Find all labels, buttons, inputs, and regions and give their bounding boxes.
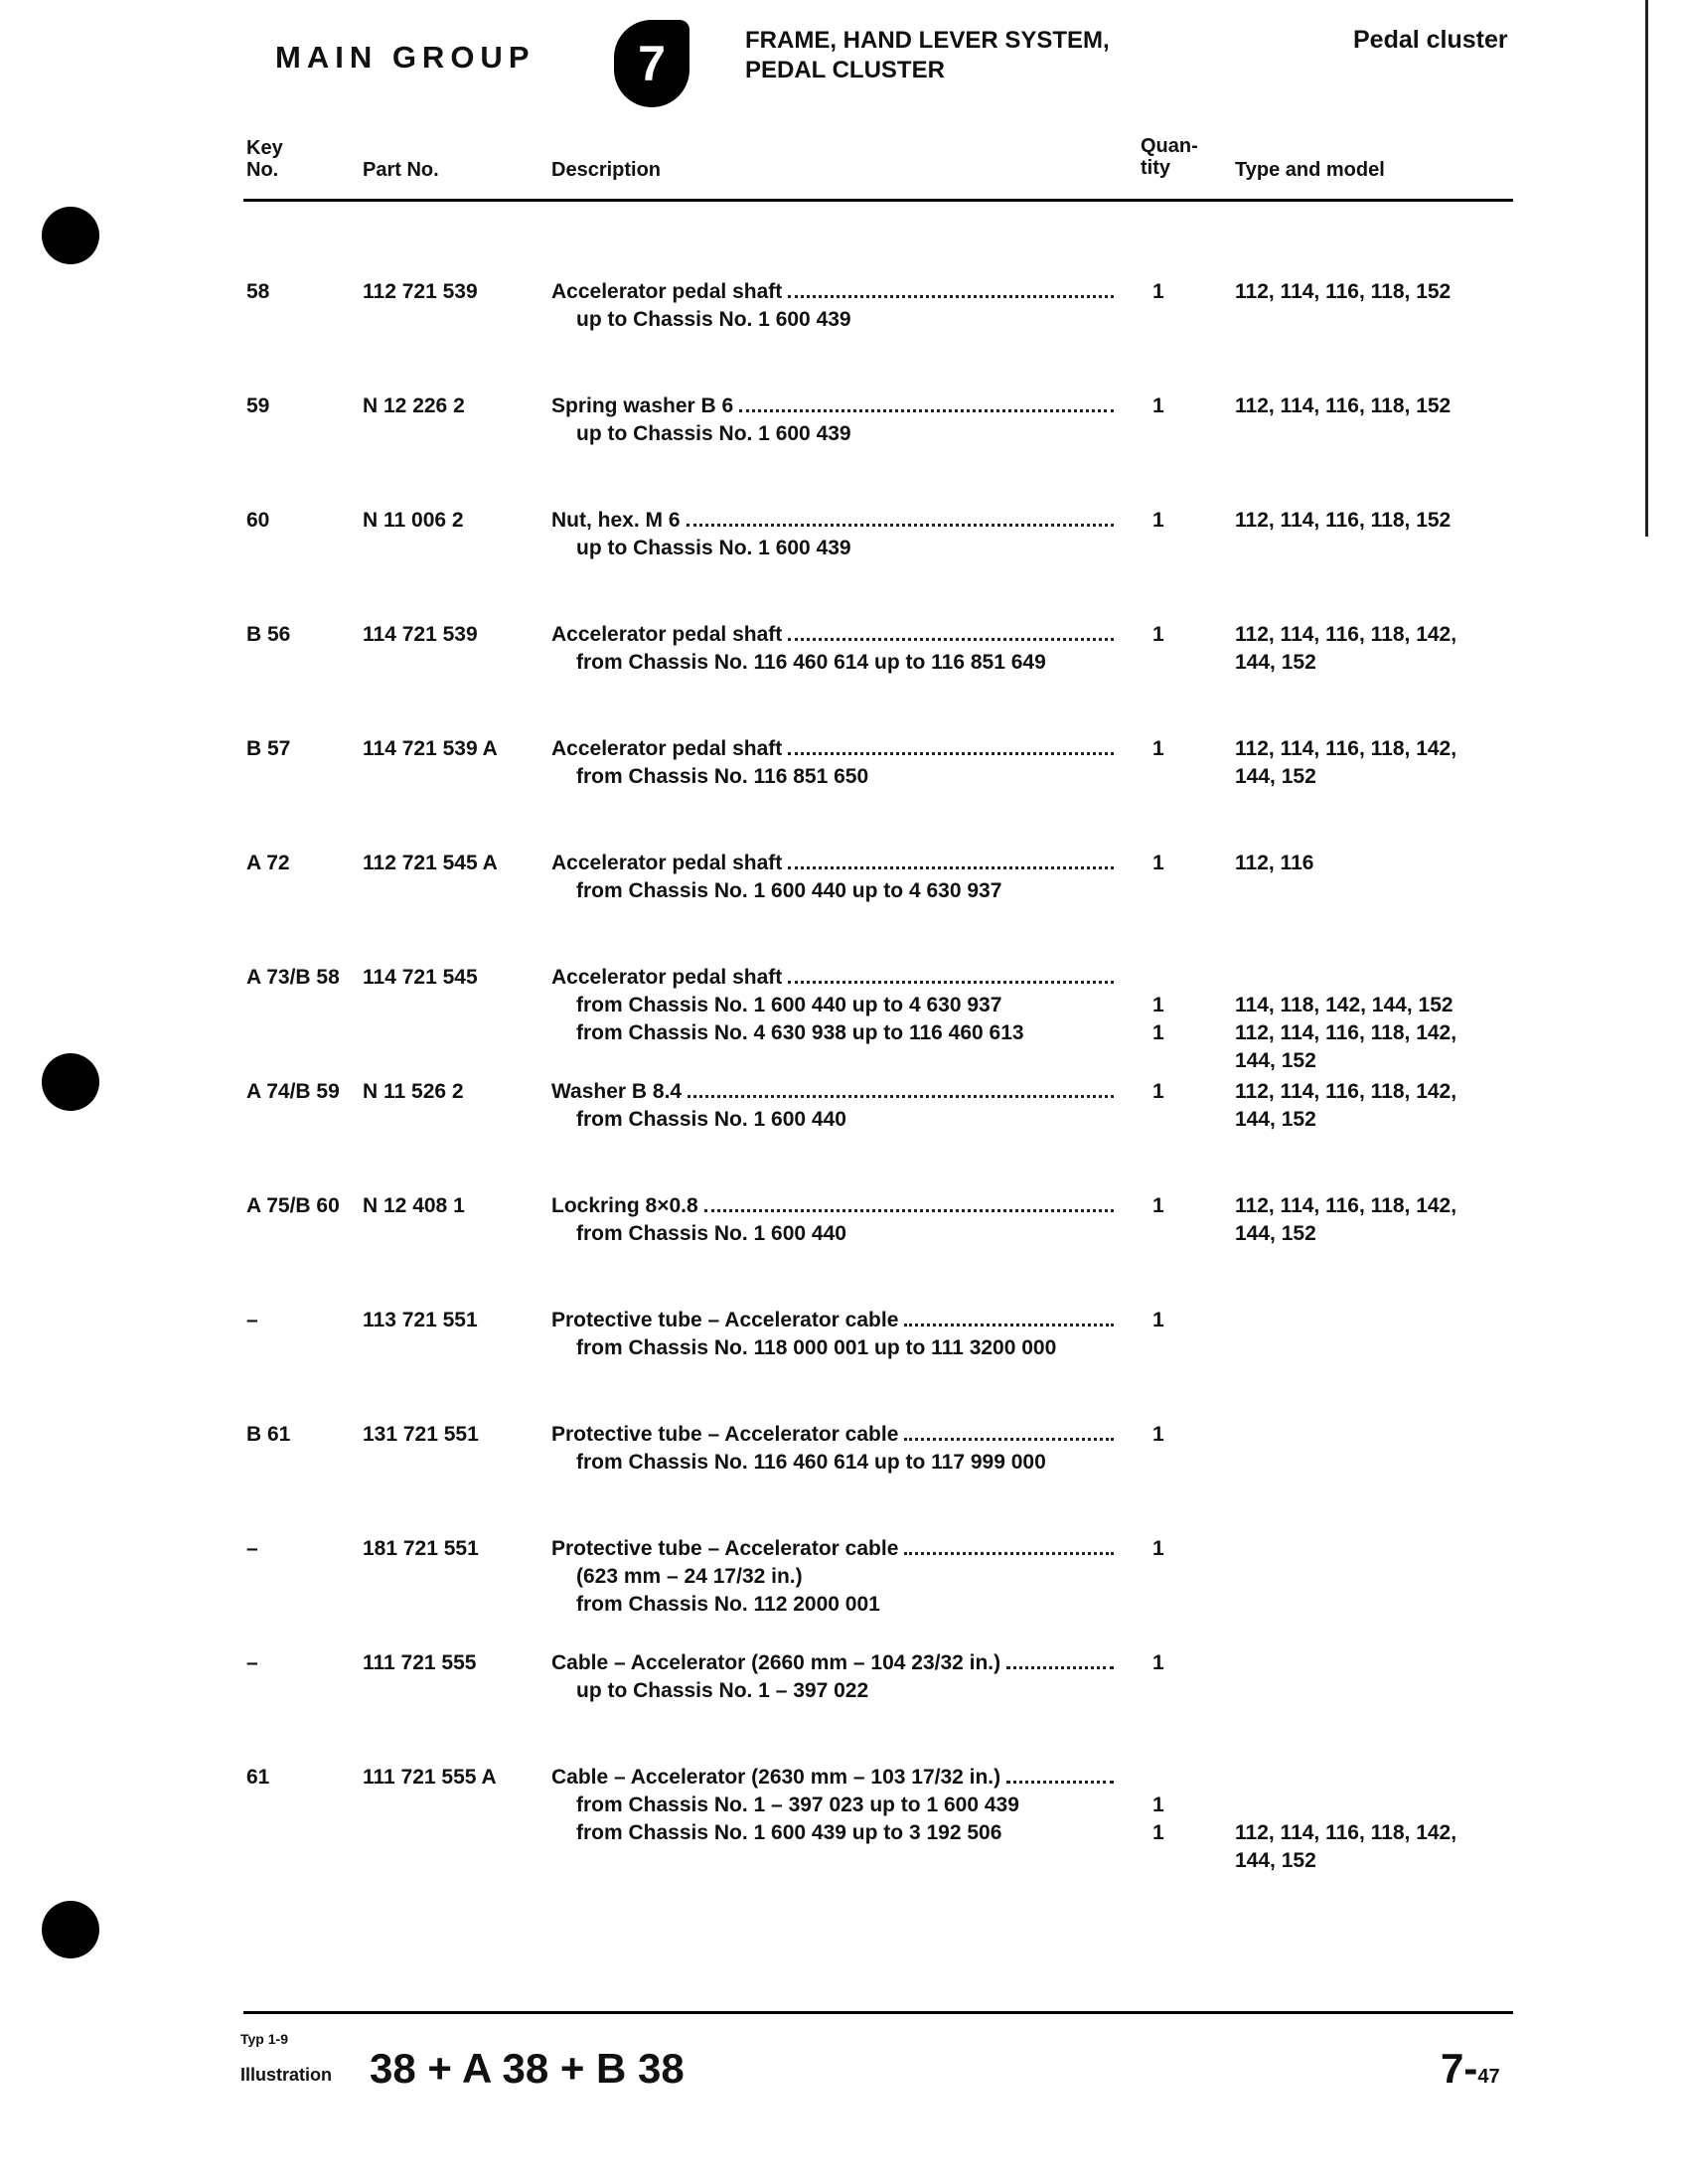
description-text: Accelerator pedal shaft (551, 852, 783, 874)
col-header-quantity-line2: tity (1141, 157, 1170, 179)
model-value: 144, 152 (1235, 651, 1316, 674)
footer-rule (243, 2011, 1513, 2014)
description-main (551, 1649, 1118, 1677)
type-and-model (1235, 735, 1493, 791)
description (551, 850, 1118, 905)
description-main (551, 1192, 1118, 1220)
quantity (1152, 850, 1164, 877)
model-value: 112, 114, 116, 118, 142, (1235, 737, 1457, 760)
col-header-description: Description (551, 159, 662, 181)
type-and-model (1235, 1764, 1493, 1875)
dot-leader (687, 507, 1114, 527)
part-number: N 12 226 2 (363, 394, 465, 417)
part-number: 112 721 545 A (363, 852, 498, 874)
description (551, 964, 1118, 1047)
type-and-model (1235, 621, 1493, 677)
description-main (551, 964, 1118, 992)
description-main (551, 278, 1118, 306)
dot-leader (788, 278, 1114, 298)
key-number: B 57 (246, 737, 291, 760)
part-number: N 12 408 1 (363, 1194, 465, 1217)
type-and-model (1235, 392, 1493, 420)
group-number-badge: 7 (614, 20, 689, 107)
col-header-key-line2: No. (246, 159, 279, 181)
binder-hole-middle (42, 1053, 99, 1111)
quantity-value: 1 (1152, 1309, 1164, 1331)
model-value: 112, 114, 116, 118, 142, (1235, 1021, 1457, 1044)
quantity-value: 1 (1152, 737, 1164, 760)
description-main (551, 1078, 1118, 1106)
description-detail: from Chassis No. 1 600 440 (576, 1222, 846, 1245)
description (551, 1764, 1118, 1847)
description-text: Protective tube – Accelerator cable (551, 1309, 899, 1331)
quantity (1152, 1192, 1164, 1220)
model-value: 144, 152 (1235, 765, 1316, 788)
description-main (551, 1307, 1118, 1334)
type-and-model (1235, 850, 1493, 877)
col-header-key-line1: Key (246, 137, 283, 159)
model-value: 112, 114, 116, 118, 142, (1235, 1821, 1457, 1844)
description-detail: from Chassis No. 112 2000 001 (576, 1593, 880, 1616)
dot-leader (788, 621, 1114, 641)
section-title: Pedal cluster (1353, 26, 1508, 54)
description-detail: from Chassis No. 118 000 001 up to 111 3200 000 (576, 1336, 1057, 1359)
description-text: Protective tube – Accelerator cable (551, 1537, 899, 1560)
quantity-value: 1 (1152, 1194, 1164, 1217)
description (551, 1078, 1118, 1134)
type-and-model (1235, 1078, 1493, 1134)
model-value: 112, 114, 116, 118, 142, (1235, 1194, 1457, 1217)
main-group-label: MAIN GROUP (275, 40, 536, 75)
quantity-value: 1 (1152, 1423, 1164, 1446)
part-number: 111 721 555 A (363, 1766, 497, 1789)
key-number: A 75/B 60 (246, 1194, 340, 1217)
model-value: 144, 152 (1235, 1108, 1316, 1131)
dot-leader (904, 1307, 1114, 1326)
description-main (551, 1421, 1118, 1449)
dot-leader (788, 735, 1114, 755)
description-text: Nut, hex. M 6 (551, 509, 681, 532)
key-number: – (246, 1537, 258, 1560)
binder-hole-bottom (42, 1901, 99, 1958)
quantity (1152, 735, 1164, 763)
quantity-value: 1 (1152, 623, 1164, 646)
page-number-main: 7- (1441, 2045, 1478, 2092)
quantity-value: 1 (1152, 1537, 1164, 1560)
quantity-value: 1 (1152, 994, 1164, 1016)
dot-leader (904, 1421, 1114, 1441)
quantity (1152, 278, 1164, 306)
dot-leader (1006, 1764, 1114, 1784)
dot-leader (788, 850, 1114, 869)
model-value: 112, 114, 116, 118, 152 (1235, 280, 1452, 303)
model-value: 112, 114, 116, 118, 142, (1235, 1080, 1457, 1103)
quantity-value: 1 (1152, 509, 1164, 532)
quantity-value: 1 (1152, 1651, 1164, 1674)
quantity-value: 1 (1152, 1021, 1164, 1044)
description (551, 1535, 1118, 1619)
page-number (1441, 2045, 1500, 2093)
description-main (551, 1535, 1118, 1563)
model-value: 144, 152 (1235, 1049, 1316, 1072)
model-value (1235, 1764, 1493, 1792)
quantity (1152, 1649, 1164, 1677)
header-rule (243, 199, 1513, 202)
description-text: Spring washer B 6 (551, 394, 734, 417)
description-detail: from Chassis No. 1 – 397 023 up to 1 600 439 (576, 1794, 1019, 1816)
quantity (1152, 507, 1164, 535)
col-header-key (246, 137, 283, 181)
dot-leader (704, 1192, 1114, 1212)
col-header-quantity-line1: Quan- (1141, 135, 1198, 157)
description-detail: from Chassis No. 116 460 614 up to 117 999 000 (576, 1451, 1046, 1474)
description-text: Accelerator pedal shaft (551, 737, 783, 760)
illustration-label: Illustration (240, 2065, 333, 2085)
binder-hole-top (42, 207, 99, 264)
model-value (1235, 1792, 1493, 1819)
quantity-value: 1 (1152, 280, 1164, 303)
quantity (1152, 1764, 1164, 1847)
quantity (1152, 1421, 1164, 1449)
col-header-part: Part No. (363, 159, 439, 181)
description-detail: up to Chassis No. 1 – 397 022 (576, 1679, 869, 1702)
col-header-quantity (1141, 135, 1198, 179)
description-text: Lockring 8×0.8 (551, 1194, 698, 1217)
quantity (1152, 964, 1164, 1047)
description-detail: from Chassis No. 1 600 439 up to 3 192 506 (576, 1821, 1002, 1844)
key-number: 61 (246, 1766, 270, 1789)
model-value (1235, 964, 1493, 992)
description-text: Protective tube – Accelerator cable (551, 1423, 899, 1446)
quantity-value (1152, 964, 1164, 992)
description (551, 507, 1118, 562)
model-value: 144, 152 (1235, 1222, 1316, 1245)
description-detail: up to Chassis No. 1 600 439 (576, 422, 851, 445)
key-number: 60 (246, 509, 270, 532)
part-number: N 11 526 2 (363, 1080, 464, 1103)
description-detail: from Chassis No. 116 460 614 up to 116 851 649 (576, 651, 1046, 674)
quantity-value: 1 (1152, 394, 1164, 417)
description-text: Cable – Accelerator (2660 mm – 104 23/32 in.) (551, 1651, 1001, 1674)
dot-leader (688, 1078, 1114, 1098)
description (551, 278, 1118, 334)
dot-leader (788, 964, 1114, 984)
description-main (551, 735, 1118, 763)
description-text: Accelerator pedal shaft (551, 966, 783, 989)
part-number: 113 721 551 (363, 1309, 478, 1331)
title-line-2: PEDAL CLUSTER (745, 57, 945, 83)
part-number: 114 721 539 (363, 623, 478, 646)
type-code: Typ 1-9 (240, 2031, 288, 2047)
description (551, 392, 1118, 448)
model-value: 112, 114, 116, 118, 142, (1235, 623, 1457, 646)
description-main (551, 621, 1118, 649)
part-number: 131 721 551 (363, 1423, 479, 1446)
description-main (551, 850, 1118, 877)
model-value: 114, 118, 142, 144, 152 (1235, 994, 1454, 1016)
type-and-model (1235, 1192, 1493, 1248)
description-detail: from Chassis No. 1 600 440 up to 4 630 937 (576, 879, 1002, 902)
title-line-1: FRAME, HAND LEVER SYSTEM, (745, 27, 1110, 54)
description-main (551, 1764, 1118, 1792)
description (551, 621, 1118, 677)
model-value: 112, 116 (1235, 852, 1314, 874)
model-value: 112, 114, 116, 118, 152 (1235, 394, 1452, 417)
key-number: A 74/B 59 (246, 1080, 340, 1103)
description-main (551, 507, 1118, 535)
description (551, 1649, 1118, 1705)
quantity-value: 1 (1152, 1080, 1164, 1103)
part-number: 114 721 539 A (363, 737, 498, 760)
description-detail: from Chassis No. 4 630 938 up to 116 460 613 (576, 1021, 1024, 1044)
key-number: – (246, 1309, 258, 1331)
key-number: A 73/B 58 (246, 966, 340, 989)
key-number: 58 (246, 280, 270, 303)
quantity-value: 1 (1152, 852, 1164, 874)
key-number: B 61 (246, 1423, 291, 1446)
description-text: Accelerator pedal shaft (551, 280, 783, 303)
type-and-model (1235, 964, 1493, 1075)
description-detail: from Chassis No. 116 851 650 (576, 765, 869, 788)
type-and-model (1235, 507, 1493, 535)
illustration-number: 38 + A 38 + B 38 (370, 2045, 685, 2092)
key-number: A 72 (246, 852, 290, 874)
part-number: 114 721 545 (363, 966, 478, 989)
description (551, 1192, 1118, 1248)
quantity-value: 1 (1152, 1821, 1164, 1844)
key-number: – (246, 1651, 258, 1674)
dot-leader (1006, 1649, 1114, 1669)
type-and-model (1235, 278, 1493, 306)
page-edge-line (1645, 0, 1648, 537)
part-number: 181 721 551 (363, 1537, 479, 1560)
description (551, 1421, 1118, 1477)
description (551, 1307, 1118, 1362)
description-detail: from Chassis No. 1 600 440 (576, 1108, 846, 1131)
description-detail: up to Chassis No. 1 600 439 (576, 537, 851, 559)
description-main (551, 392, 1118, 420)
description-detail: up to Chassis No. 1 600 439 (576, 308, 851, 331)
quantity (1152, 1078, 1164, 1106)
col-header-model: Type and model (1235, 159, 1385, 181)
quantity-value: 1 (1152, 1794, 1164, 1816)
model-value: 112, 114, 116, 118, 152 (1235, 509, 1452, 532)
description-text: Cable – Accelerator (2630 mm – 103 17/32 in.) (551, 1766, 1001, 1789)
key-number: 59 (246, 394, 270, 417)
part-number: 111 721 555 (363, 1651, 477, 1674)
quantity (1152, 621, 1164, 649)
page-number-sub: 47 (1477, 2066, 1500, 2088)
key-number: B 56 (246, 623, 291, 646)
page-title (745, 26, 1162, 85)
quantity (1152, 1535, 1164, 1563)
dot-leader (739, 392, 1114, 412)
part-number: N 11 006 2 (363, 509, 464, 532)
description-text: Accelerator pedal shaft (551, 623, 783, 646)
dot-leader (904, 1535, 1114, 1555)
quantity (1152, 392, 1164, 420)
model-value: 144, 152 (1235, 1849, 1316, 1872)
part-number: 112 721 539 (363, 280, 478, 303)
description (551, 735, 1118, 791)
description-text: Washer B 8.4 (551, 1080, 683, 1103)
quantity (1152, 1307, 1164, 1334)
description-detail: (623 mm – 24 17/32 in.) (576, 1565, 803, 1588)
description-detail: from Chassis No. 1 600 440 up to 4 630 937 (576, 994, 1002, 1016)
quantity-value (1152, 1764, 1164, 1792)
